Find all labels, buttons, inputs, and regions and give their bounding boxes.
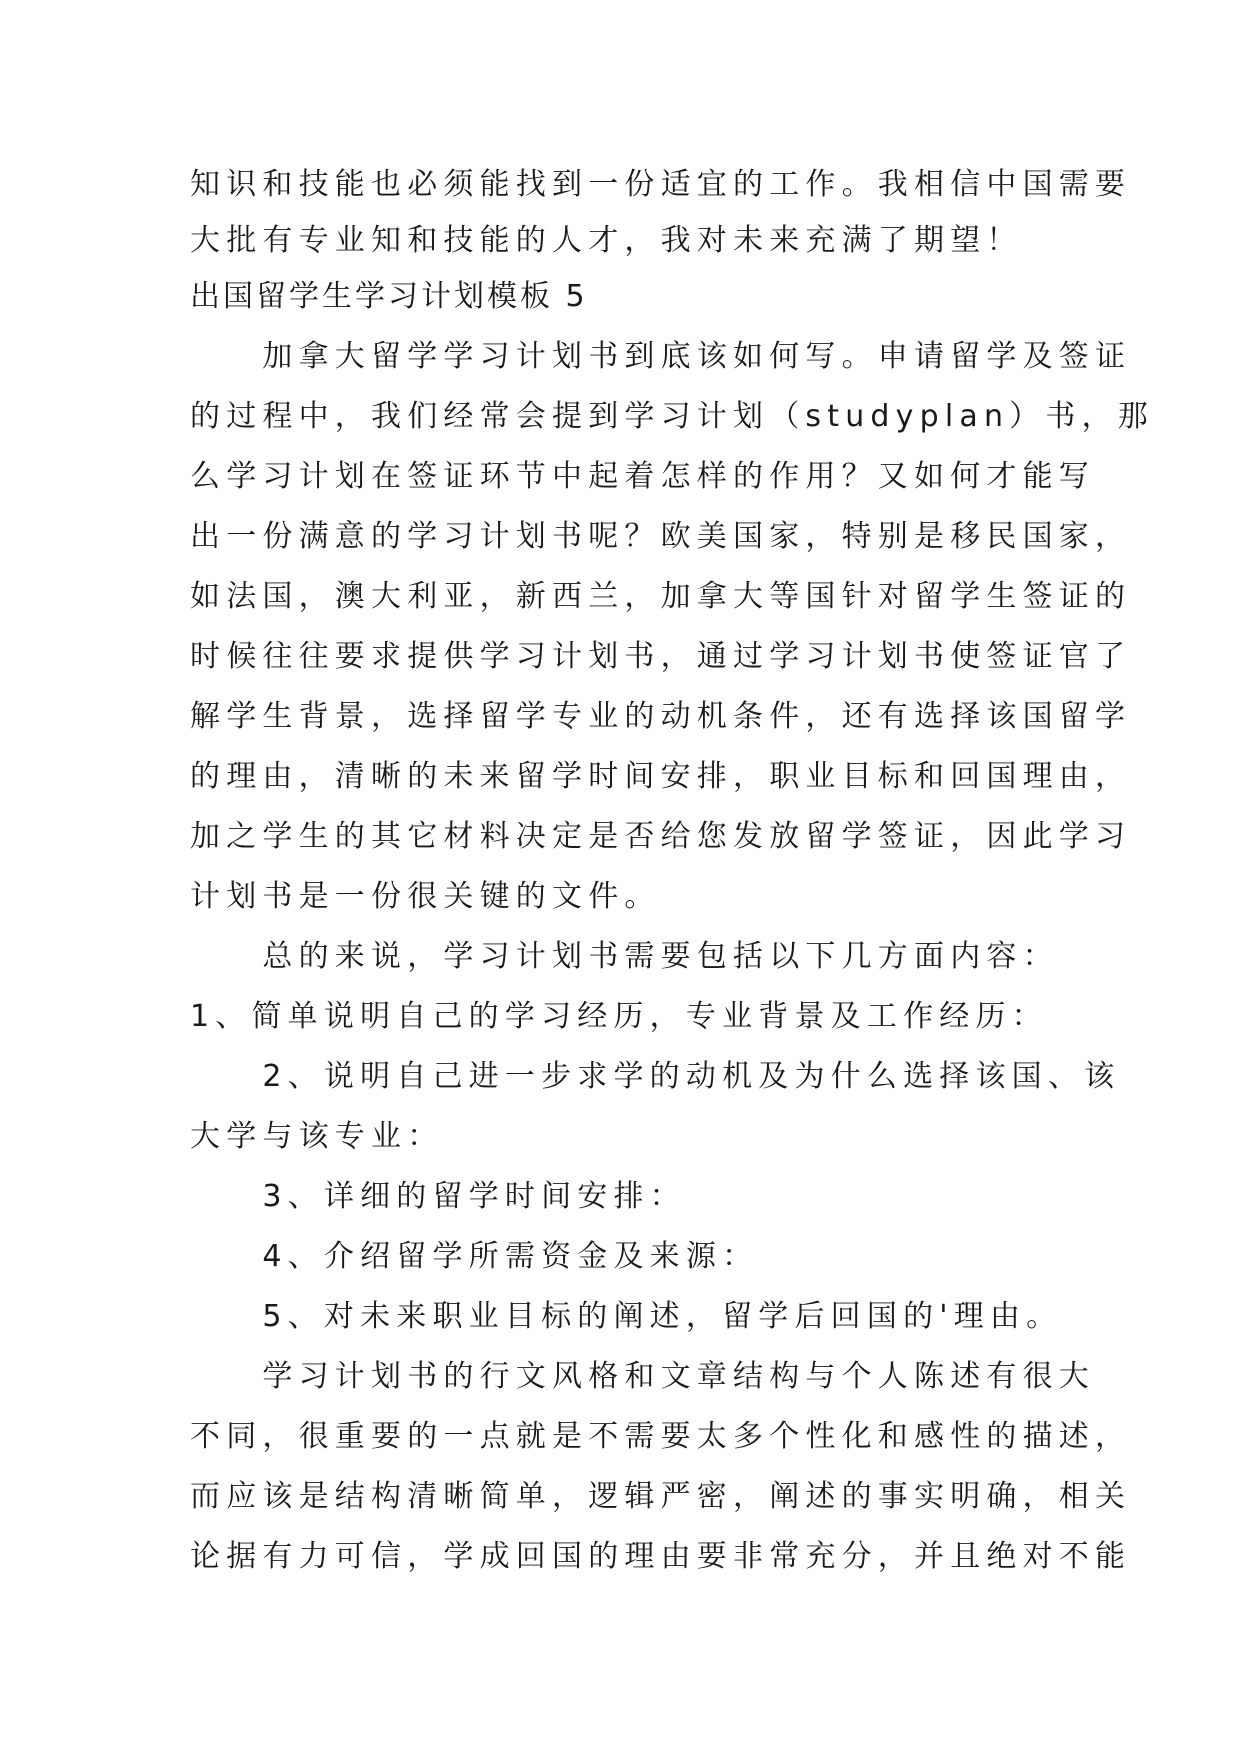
text-line: 的过程中，我们经常会提到学习计划（studyplan）书，那: [190, 399, 1154, 434]
text-line: 加之学生的其它材料决定是否给您发放留学签证，因此学习: [190, 819, 1132, 854]
text-line: 大学与该专业：: [190, 1119, 444, 1154]
list-item: 2、说明自己进一步求学的动机及为什么选择该国、该: [190, 1059, 1121, 1094]
text-line: 的理由，清晰的未来留学时间安排，职业目标和回国理由，: [190, 759, 1132, 794]
text-line: 么学习计划在签证环节中起着怎样的作用？又如何才能写: [190, 459, 1095, 494]
text-line: 加拿大留学学习计划书到底该如何写。申请留学及签证: [190, 339, 1132, 374]
text-line: 不同，很重要的一点就是不需要太多个性化和感性的描述，: [190, 1419, 1132, 1454]
text-line: 解学生背景，选择留学专业的动机条件，还有选择该国留学: [190, 699, 1132, 734]
text-line: 计划书是一份很关键的文件。: [190, 879, 661, 914]
text-line: 而应该是结构清晰简单，逻辑严密，阐述的事实明确，相关: [190, 1479, 1132, 1514]
text-line: 时候往往要求提供学习计划书，通过学习计划书使签证官了: [190, 639, 1132, 674]
text-line: 出一份满意的学习计划书呢？欧美国家，特别是移民国家，: [190, 519, 1132, 554]
text-line: 学习计划书的行文风格和文章结构与个人陈述有很大: [190, 1359, 1095, 1394]
text-line: 大批有专业知和技能的人才，我对未来充满了期望！: [190, 223, 1023, 258]
list-item: 5、对未来职业目标的阐述，留学后回国的'理由。: [190, 1299, 1063, 1334]
section-heading: 出国留学生学习计划模板 5: [190, 279, 588, 314]
list-item: 1、简单说明自己的学习经历，专业背景及工作经历：: [190, 999, 1048, 1034]
list-item: 4、介绍留学所需资金及来源：: [190, 1239, 759, 1274]
list-item: 3、详细的留学时间安排：: [190, 1179, 686, 1214]
text-line: 知识和技能也必须能找到一份适宜的工作。我相信中国需要: [190, 167, 1132, 202]
text-line: 论据有力可信，学成回国的理由要非常充分，并且绝对不能: [190, 1539, 1132, 1574]
text-line: 总的来说，学习计划书需要包括以下几方面内容：: [190, 939, 1059, 974]
text-line: 如法国，澳大利亚，新西兰，加拿大等国针对留学生签证的: [190, 579, 1132, 614]
